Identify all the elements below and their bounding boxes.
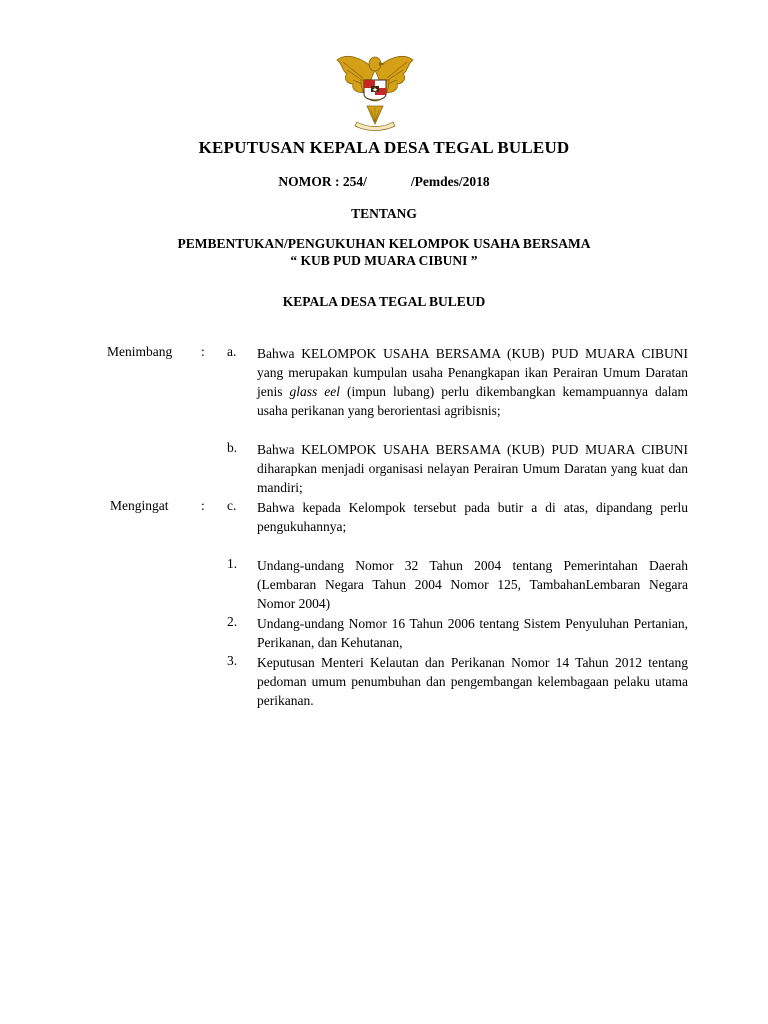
menimbang-colon: : — [201, 344, 205, 359]
item-text: Bahwa KELOMPOK USAHA BERSAMA (KUB) PUD MUARA CIBUNI yang merupakan kumpulan usaha Penangkapan ikan Perairan Umum Daratan jenis glass eel (impun lubang) perlu dikembangkan kemampuannya dalam usaha perikanan yang berorientasi agribisnis; — [257, 346, 689, 418]
decree-number — [0, 174, 768, 190]
decree-number-suffix: /Pemdes/2018 — [410, 174, 490, 189]
decree-title: KEPUTUSAN KEPALA DESA TEGAL BULEUD — [198, 138, 570, 157]
menimbang-label: Menimbang — [107, 344, 173, 359]
item-text: Bahwa kepada Kelompok tersebut pada butir a di atas, dipandang perlu pengukuhannya; — [257, 500, 688, 534]
subject-line-1: PEMBENTUKAN/PENGUKUHAN KELOMPOK USAHA BERSAMA — [177, 236, 591, 251]
item-marker: c. — [227, 498, 237, 513]
garuda-emblem-icon — [333, 50, 417, 132]
item-text: Undang-undang Nomor 32 Tahun 2004 tentang Pemerintahan Daerah (Lembaran Negara Tahun 2004 Nomor 125, TambahanLembaran Negara Nomor 2004) — [257, 558, 688, 611]
item-text: Bahwa KELOMPOK USAHA BERSAMA (KUB) PUD MUARA CIBUNI diharapkan menjadi organisasi nelayan Perairan Umum Daratan yang kuat dan mandiri; — [257, 442, 688, 495]
subject-line-2: “ KUB PUD MUARA CIBUNI ” — [290, 253, 478, 268]
item-marker: 2. — [227, 614, 238, 629]
item-marker: a. — [227, 344, 237, 359]
authority-heading: KEPALA DESA TEGAL BULEUD — [282, 294, 486, 309]
tentang-heading: TENTANG — [351, 206, 417, 221]
item-text: Undang-undang Nomor 16 Tahun 2006 tentang Sistem Penyuluhan Pertanian, Perikanan, dan Kehutanan, — [257, 616, 688, 650]
mengingat-colon: : — [201, 498, 205, 513]
mengingat-label: Mengingat — [110, 498, 169, 513]
decree-number-prefix: NOMOR : 254/ — [278, 174, 367, 189]
item-marker: 1. — [227, 556, 238, 571]
item-marker: 3. — [227, 653, 238, 668]
item-marker: b. — [227, 440, 238, 455]
item-text: Keputusan Menteri Kelautan dan Perikanan Nomor 14 Tahun 2012 tentang pedoman umum penumbuhan dan pengembangan kelembagaan pelaku utama perikanan. — [257, 655, 688, 708]
